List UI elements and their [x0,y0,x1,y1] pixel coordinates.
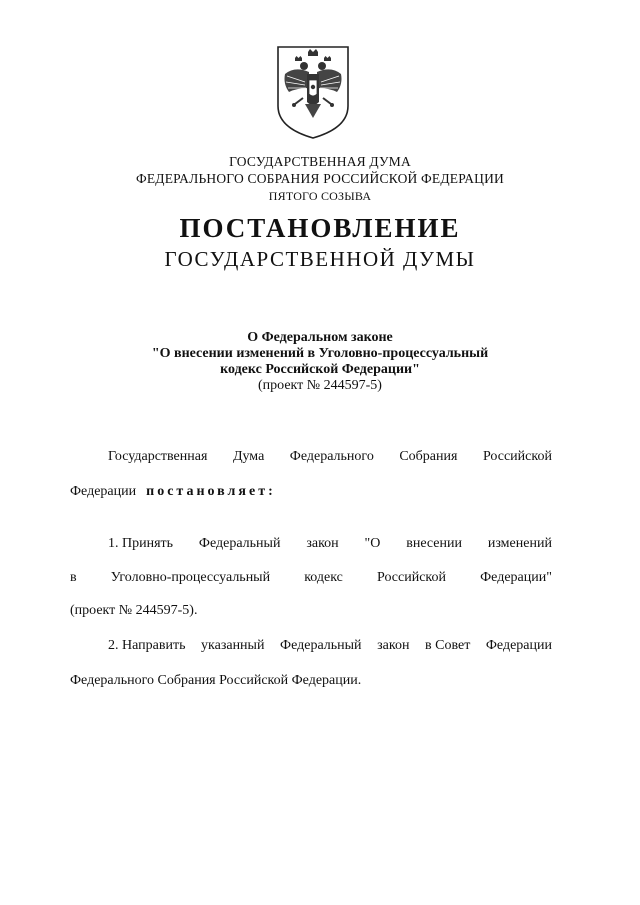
item-1-line-1 [108,536,552,552]
word: 1. Принять [108,536,174,551]
item-1-line-3 [70,603,552,619]
word: кодекс [304,570,343,585]
word: Российской [482,449,552,464]
word: Федеральный [198,536,281,551]
word: в Совет [425,638,471,653]
word: изменений [487,536,552,551]
word: Российской [377,570,447,585]
document-subtitle: ГОСУДАРСТВЕННОЙ ДУМЫ [164,247,476,271]
word: Уголовно-процессуальный [110,570,271,585]
law-line-3: кодекс Российской Федерации" [220,362,420,377]
word: Федерального [289,449,374,464]
item-1-line-2 [70,570,552,586]
word: Государственная [108,449,208,464]
word: Дума [232,449,265,464]
paragraph-intro-line-2 [70,484,552,500]
item-2-line-2 [70,673,552,689]
word: в [70,570,77,585]
header-line-duma: ГОСУДАРСТВЕННАЯ ДУМА [229,154,411,169]
word: Федерации" [480,570,552,585]
law-line-2: "О внесении изменений в Уголовно-процессуальный [151,346,489,361]
header-line-federal-assembly: ФЕДЕРАЛЬНОГО СОБРАНИЯ РОССИЙСКОЙ ФЕДЕРАЦИИ [136,171,504,186]
document-title: ПОСТАНОВЛЕНИЕ [179,213,461,243]
project-number-ref: (проект № 244597-5). [70,603,198,618]
project-number: (проект № 244597-5) [258,378,382,393]
resolves-keyword: постановляет: [146,484,276,499]
header-line-convocation: ПЯТОГО СОЗЫВА [268,189,372,203]
word: 2. Направить [108,638,186,653]
word: Федерации [485,638,552,653]
coat-of-arms-emblem [275,44,351,140]
paragraph-intro-line-1 [108,449,552,465]
law-line-1: О Федеральном законе [247,330,393,345]
word: Федерации [70,484,137,499]
word: внесении [406,536,462,551]
word: Федеральный [280,638,362,653]
word: Собрания [399,449,458,464]
word: закон [377,638,410,653]
word: закон [306,536,339,551]
item-2-line-1 [108,638,552,654]
word: Федерального Собрания Российской Федерации. [70,673,362,688]
word: указанный [201,638,265,653]
word: "О [364,536,381,551]
